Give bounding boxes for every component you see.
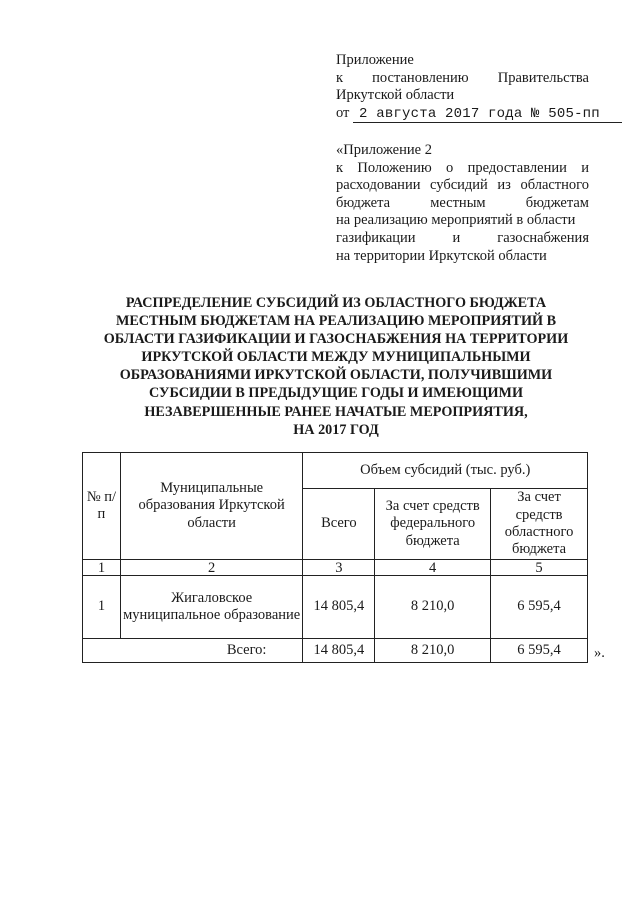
column-number: 1 xyxy=(83,560,121,576)
title-line: МЕСТНЫМ БЮДЖЕТАМ НА РЕАЛИЗАЦИЮ МЕРОПРИЯТИЙ В xyxy=(115,313,557,330)
title-line: РАСПРЕДЕЛЕНИЕ СУБСИДИЙ ИЗ ОБЛАСТНОГО БЮДЖЕТА xyxy=(125,295,547,311)
appendix-word: о xyxy=(446,159,454,176)
title-line: НЕЗАВЕРШЕННЫЕ РАНЕЕ НАЧАТЫЕ МЕРОПРИЯТИЯ, xyxy=(144,403,528,420)
appendix-2-line: на реализацию мероприятий в области xyxy=(336,212,576,229)
appendix-word: местным xyxy=(430,194,486,211)
row-municipality: Жигаловское муниципальное образование xyxy=(120,576,303,639)
appendix-date-line xyxy=(336,104,600,124)
header-federal: За счет средств федерального бюджета xyxy=(375,489,491,560)
row-total: 14 805,4 xyxy=(303,576,375,639)
appendix-2-line xyxy=(336,230,589,248)
appendix-header xyxy=(336,52,600,123)
totals-federal: 8 210,0 xyxy=(375,639,491,663)
column-number: 4 xyxy=(375,560,491,576)
appendix-to-resolution-line xyxy=(336,70,589,88)
appendix-word: из xyxy=(497,177,511,194)
totals-total: 14 805,4 xyxy=(303,639,375,663)
appendix-2-header xyxy=(336,142,589,265)
header-regional: За счет средств областного бюджета xyxy=(491,489,588,560)
appendix-word: расходовании xyxy=(336,177,421,194)
closing-quote-mark: ». xyxy=(594,645,605,661)
document-title xyxy=(86,294,586,439)
appendix-word: бюджетам xyxy=(525,194,589,211)
column-number: 3 xyxy=(303,560,375,576)
totals-label: Всего: xyxy=(83,639,303,663)
appendix-label: Приложение xyxy=(336,52,414,68)
title-line: ОБРАЗОВАНИЯМИ ИРКУТСКОЙ ОБЛАСТИ, ПОЛУЧИВШИМИ xyxy=(119,367,553,384)
appendix-word: газификации xyxy=(336,229,416,246)
totals-regional: 6 595,4 xyxy=(491,639,588,663)
appendix-word: субсидий xyxy=(430,177,488,194)
appendix-word: Положению xyxy=(357,159,432,176)
appendix-word: и xyxy=(581,159,589,176)
title-line: НА 2017 ГОД xyxy=(293,421,379,438)
header-subsidy-volume: Объем субсидий (тыс. руб.) xyxy=(303,453,588,489)
title-line: ОБЛАСТИ ГАЗИФИКАЦИИ И ГАЗОСНАБЖЕНИЯ НА ТЕРРИТОРИИ xyxy=(103,331,569,348)
date-prefix: от xyxy=(336,104,350,121)
table-header-row xyxy=(83,453,588,489)
table-row xyxy=(83,576,588,639)
appendix-word: постановлению xyxy=(372,69,469,86)
appendix-2-label: «Приложение 2 xyxy=(336,142,432,158)
column-number: 2 xyxy=(120,560,303,576)
appendix-word: областного xyxy=(520,177,589,194)
appendix-2-line xyxy=(336,160,589,178)
appendix-word: предоставлении xyxy=(467,159,567,176)
row-regional: 6 595,4 xyxy=(491,576,588,639)
row-federal: 8 210,0 xyxy=(375,576,491,639)
resolution-date-value: 2 августа 2017 года № 505-пп xyxy=(353,106,622,123)
appendix-word: Правительства xyxy=(497,69,589,86)
header-num: № п/п xyxy=(83,453,121,560)
appendix-region-line: Иркутской области xyxy=(336,87,455,104)
column-number: 5 xyxy=(491,560,588,576)
header-total: Всего xyxy=(303,489,375,560)
totals-row xyxy=(83,639,588,663)
appendix-2-line: на территории Иркутской области xyxy=(336,247,547,264)
title-line: ИРКУТСКОЙ ОБЛАСТИ МЕЖДУ МУНИЦИПАЛЬНЫМИ xyxy=(141,349,531,366)
appendix-word: бюджета xyxy=(336,194,391,211)
title-line: СУБСИДИИ В ПРЕДЫДУЩИЕ ГОДЫ И ИМЕЮЩИМИ xyxy=(149,385,523,402)
appendix-word: к xyxy=(336,69,344,86)
subsidy-distribution-table xyxy=(82,452,588,663)
appendix-word: к xyxy=(336,159,344,176)
column-number-row xyxy=(83,560,588,576)
row-num: 1 xyxy=(83,576,121,639)
appendix-2-line xyxy=(336,177,589,195)
appendix-word: газоснабжения xyxy=(497,229,589,246)
appendix-word: и xyxy=(452,229,461,246)
header-municipality: Муниципальные образования Иркутской области xyxy=(120,453,303,560)
appendix-2-line xyxy=(336,195,589,213)
